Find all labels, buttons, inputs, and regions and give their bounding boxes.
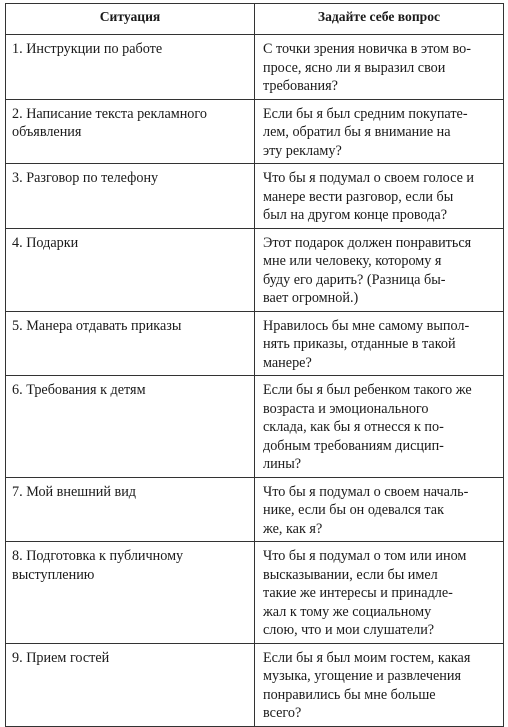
situation-text: 3. Разговор по телефону — [12, 170, 159, 186]
table-row — [6, 228, 504, 311]
question-cell — [255, 311, 504, 376]
header-row — [6, 4, 504, 35]
situation-text: 4. Подарки — [12, 234, 79, 251]
situation-cell — [6, 542, 255, 644]
table-row — [6, 99, 504, 164]
situation-cell — [6, 164, 255, 229]
question-text: Если бы я был ребенком такого же возраста и эмоционального склада, как бы я отнесся к по- добным требованиям дисцип- лины? — [263, 382, 472, 472]
question-cell — [255, 542, 504, 644]
header-question: Задайте себе вопрос — [255, 4, 504, 35]
header-situation: Ситуация — [6, 4, 255, 35]
table-row — [6, 376, 504, 478]
table-header — [6, 4, 504, 35]
table-row — [6, 164, 504, 229]
question-cell — [255, 477, 504, 542]
situation-text: 2. Написание текста рекламного объявления — [12, 105, 207, 140]
situation-text: 6. Требования к детям — [12, 382, 146, 398]
question-text: Этот подарок должен понравиться мне или человеку, которому я буду его дарить? (Разница бы- вает огромной.) — [263, 234, 472, 306]
question-text: Нравилось бы мне самому выпол- нять приказы, отданные в такой манере? — [263, 317, 470, 371]
table-row — [6, 542, 504, 644]
question-text: Если бы я был средним покупате- лем, обратил бы я внимание на эту рекламу? — [263, 105, 468, 159]
question-cell — [255, 376, 504, 478]
situation-cell — [6, 311, 255, 376]
question-cell — [255, 164, 504, 229]
table-row — [6, 311, 504, 376]
question-cell — [255, 643, 504, 726]
situation-cell — [6, 477, 255, 542]
question-text: Что бы я подумал о том или ином высказывании, если бы имел такие же интересы и принадле- жал к тому же социальному слою, что и мои слушатели? — [263, 548, 467, 638]
question-text: Если бы я был моим гостем, какая музыка, угощение и развлечения понравились бы мне больше всего? — [263, 649, 471, 721]
situations-table — [5, 3, 504, 727]
situation-text: 9. Прием гостей — [12, 649, 110, 666]
table-row — [6, 35, 504, 100]
situation-cell — [6, 228, 255, 311]
table-body — [6, 35, 504, 727]
situation-cell — [6, 35, 255, 100]
table-row — [6, 643, 504, 726]
situation-cell — [6, 643, 255, 726]
question-text: С точки зрения новичка в этом во- просе, ясно ли я выразил свои требования? — [263, 41, 471, 94]
situation-text: 8. Подготовка к публичному выступлению — [12, 548, 184, 583]
situation-text: 7. Мой внешний вид — [12, 483, 137, 500]
question-text: Что бы я подумал о своем голосе и манере вести разговор, если бы был на другом конце провода? — [263, 170, 475, 223]
question-cell — [255, 228, 504, 311]
question-cell — [255, 99, 504, 164]
situation-cell — [6, 99, 255, 164]
question-cell — [255, 35, 504, 100]
situation-text: 5. Манера отдавать приказы — [12, 317, 182, 334]
situation-text: 1. Инструкции по работе — [12, 41, 163, 57]
situation-cell — [6, 376, 255, 478]
table-row — [6, 477, 504, 542]
question-text: Что бы я подумал о своем началь- нике, если бы он одевался так же, как я? — [263, 483, 469, 537]
